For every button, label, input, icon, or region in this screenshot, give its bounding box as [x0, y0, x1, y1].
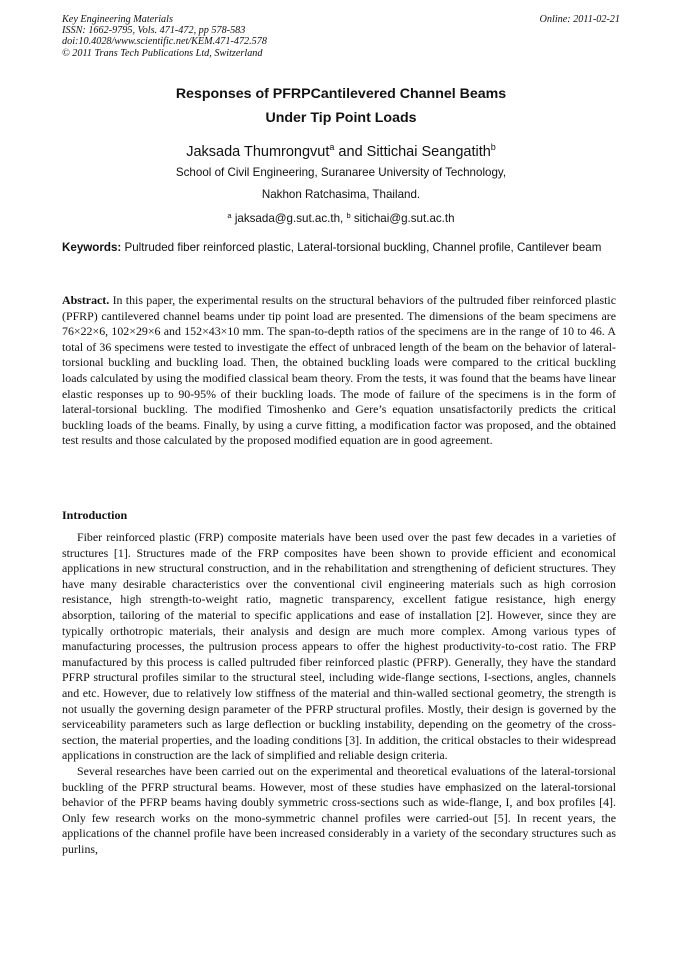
keywords-text: Pultruded fiber reinforced plastic, Lateral-torsional buckling, Channel profile, Cantilever beam	[121, 241, 602, 254]
journal-copyright: © 2011 Trans Tech Publications Ltd, Switzerland	[62, 47, 263, 59]
paper-title	[62, 82, 620, 130]
online-date: Online: 2011-02-21	[539, 14, 620, 25]
email-a-superscript: a	[227, 211, 232, 220]
abstract-text: In this paper, the experimental results on the structural behaviors of the pultruded fiber reinforced plastic (PFRP) cantilevered channel beams under tip point load are presented. The dimensions of the beam specimens are 76×22×6, 102×29×6 and 152×43×10 mm. The span-to-depth ratios of the specimens are in the range of 10 to 46. A total of 36 specimens were tested to investigate the effect of unbraced length of the beam on the behavior of lateral-torsional buckling and buckling load. Then, the obtained buckling loads were compared to the critical buckling loads calculated by using the modified classical beam theory. From the tests, it was found that the beams have linear elastic responses up to 90-95% of their buckling loads. The mode of failure of the specimens is in the form of lateral-torsional buckling. The modified Timoshenko and Gere’s equation unsatisfactorily predicts the critical buckling loads of the beams. Finally, by using a curve fitting, a modification factor was proposed, and the obtained test results and those calculated by the proposed modified equation are in good agreement.	[62, 293, 616, 448]
journal-doi: doi:10.4028/www.scientific.net/KEM.471-472.578	[62, 36, 267, 48]
abstract-label: Abstract.	[62, 293, 110, 307]
abstract-block	[62, 293, 616, 449]
author-conjunction: and	[334, 144, 367, 160]
journal-name: Key Engineering Materials	[62, 14, 173, 25]
introduction-body	[62, 530, 616, 857]
affiliation-line-1: School of Civil Engineering, Suranaree University of Technology,	[175, 166, 507, 179]
author-list	[62, 137, 620, 162]
title-line-2: Under Tip Point Loads	[265, 110, 417, 126]
journal-info	[62, 14, 267, 59]
introduction-paragraph-2: Several researches have been carried out on the experimental and theoretical evaluations of the lateral-torsional buckling of the PFRP structural beams. However, most of these studies have emphasized on the lateral-torsional behavior of the PFRP beams having doubly symmetric cross-sections such as wide-flange, I, and box profiles [4]. Only few research works on the mono-symmetric channel profiles were carried-out [5]. In recent years, the applications of the channel profile have been increased considerably in a variety of the secondary structures such as purlins,	[62, 763, 616, 856]
introduction-heading: Introduction	[62, 508, 128, 522]
email-a: jaksada@g.sut.ac.th,	[231, 212, 347, 225]
affiliation-block	[62, 162, 620, 230]
introduction-paragraph-1: Fiber reinforced plastic (FRP) composite materials have been used over the past few decades in a varieties of structures [1]. Structures made of the FRP composites have been shown to provide efficient and economical applications in new structural construction, and in the rehabilitation and strengthening of deficient structures. They have many desirable characteristics over the conventional civil engineering materials such as high corrosion resistance, high strength-to-weight ratio, magnetic transparency, excellent fatigue resistance, high energy absorption, tailoring of the material to specific applications and ease of installation [2]. However, since they are typically orthotropic materials, their analysis and design are much more complex. Among various types of manufacturing processes, the pultrusion process appears to offer the highest productivity-to-cost ratio. The FRP manufactured by this process is called pultruded fiber reinforced plastic (PFRP). Generally, they have the standard PFRP structural profiles similar to the structural steel, including wide-flange sections, I-sections, angles, channels and etc. However, due to relatively low stiffness of the material and thin-walled sectional geometry, the strength is not usually the governing design parameter of the PFRP structural profiles. Mostly, their design is governed by the serviceability parameters such as large deflection or buckling instability, depending on the geometry of the cross-section, the material properties, and the loading conditions [3]. In addition, the critical obstacles to their widespread applications in construction are the lack of simplified and reliable design criteria.	[62, 530, 616, 763]
author-1: Jaksada Thumrongvut	[186, 144, 330, 160]
affiliation-line-2: Nakhon Ratchasima, Thailand.	[261, 187, 421, 201]
keywords-block	[62, 240, 616, 256]
journal-issn: ISSN: 1662-9795, Vols. 471-472, pp 578-583	[62, 25, 246, 37]
email-b-superscript: b	[346, 211, 351, 220]
author-1-superscript: a	[329, 142, 335, 152]
author-emails	[62, 205, 620, 230]
author-2: Sittichai Seangatith	[366, 144, 491, 160]
email-b: sitichai@g.sut.ac.th	[350, 212, 455, 225]
keywords-label: Keywords:	[62, 241, 122, 254]
author-2-superscript: b	[490, 142, 496, 152]
title-line-1: Responses of PFRPCantilevered Channel Beams	[175, 86, 507, 102]
